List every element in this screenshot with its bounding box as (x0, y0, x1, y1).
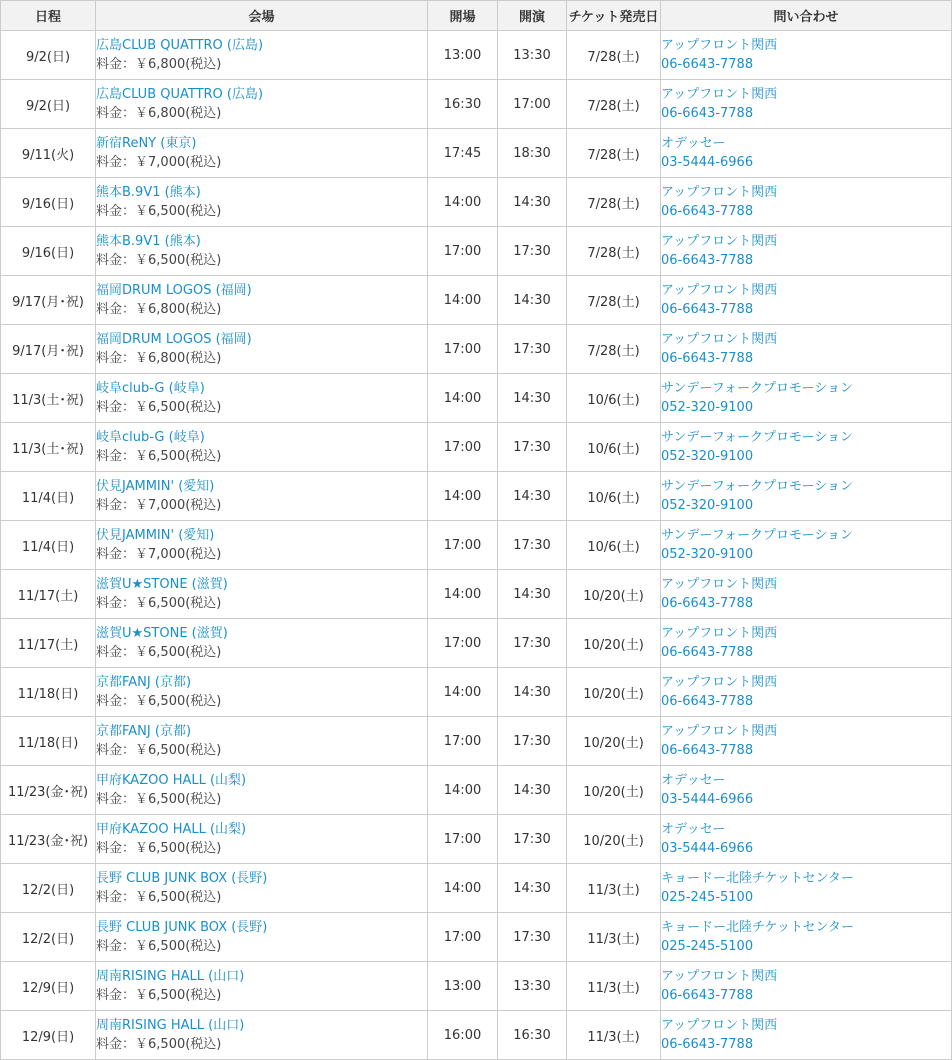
start-time-cell: 16:30 (498, 1011, 567, 1060)
venue-link[interactable]: 岐阜club-G (岐阜) (96, 430, 205, 445)
fee-price: ￥7,000(税込) (135, 498, 222, 513)
ticket-sale-cell: 10/6(土) (567, 472, 661, 521)
fee-label: 料金： (96, 939, 136, 954)
fee-line (96, 300, 427, 319)
ticket-sale-cell: 7/28(土) (567, 178, 661, 227)
date-cell: 9/16(日) (1, 227, 96, 276)
date-cell: 11/17(土) (1, 619, 96, 668)
start-time-cell: 14:30 (498, 472, 567, 521)
start-time-cell: 17:30 (498, 619, 567, 668)
ticket-sale-cell: 10/20(土) (567, 766, 661, 815)
venue-link[interactable]: 伏見JAMMIN' (愛知) (96, 479, 215, 494)
fee-label: 料金： (96, 302, 136, 317)
phone-link[interactable]: 06-6643-7788 (661, 253, 754, 268)
venue-cell (96, 766, 428, 815)
fee-price: ￥7,000(税込) (135, 547, 222, 562)
fee-label: 料金： (96, 890, 136, 905)
table-row (1, 178, 952, 227)
fee-line (96, 496, 427, 515)
fee-label: 料金： (96, 645, 136, 660)
col-header-venue: 会場 (96, 1, 428, 31)
date-cell: 9/2(日) (1, 31, 96, 80)
fee-price: ￥6,500(税込) (135, 596, 222, 611)
contact-cell (661, 668, 952, 717)
contact-cell (661, 325, 952, 374)
fee-line (96, 447, 427, 466)
table-row (1, 129, 952, 178)
table-row (1, 766, 952, 815)
date-cell: 11/3(土･祝) (1, 423, 96, 472)
date-cell: 9/11(火) (1, 129, 96, 178)
contact-link[interactable]: サンデーフォークプロモーション (661, 381, 854, 396)
phone-link[interactable]: 06-6643-7788 (661, 57, 754, 72)
fee-line (96, 888, 427, 907)
date-cell: 11/23(金･祝) (1, 815, 96, 864)
fee-label: 料金： (96, 547, 136, 562)
ticket-sale-cell: 11/3(土) (567, 864, 661, 913)
phone-link[interactable]: 06-6643-7788 (661, 106, 754, 121)
ticket-sale-cell: 10/20(土) (567, 717, 661, 766)
doors-time-cell: 17:00 (428, 521, 498, 570)
col-header-doors: 開場 (428, 1, 498, 31)
contact-link[interactable]: アップフロント関西 (661, 185, 778, 200)
table-row (1, 668, 952, 717)
start-time-cell: 17:30 (498, 913, 567, 962)
venue-link[interactable]: 福岡DRUM LOGOS (福岡) (96, 332, 252, 347)
contact-link[interactable]: アップフロント関西 (661, 87, 778, 102)
date-cell: 9/17(月･祝) (1, 276, 96, 325)
fee-line (96, 55, 427, 74)
doors-time-cell: 17:00 (428, 423, 498, 472)
col-header-start: 開演 (498, 1, 567, 31)
fee-label: 料金： (96, 988, 136, 1003)
contact-cell (661, 962, 952, 1011)
venue-link[interactable]: 広島CLUB QUATTRO (広島) (96, 87, 264, 102)
fee-label: 料金： (96, 253, 136, 268)
contact-link[interactable]: アップフロント関西 (661, 283, 778, 298)
venue-cell (96, 472, 428, 521)
start-time-cell: 17:30 (498, 717, 567, 766)
venue-link[interactable]: 周南RISING HALL (山口) (96, 1018, 245, 1033)
doors-time-cell: 14:00 (428, 276, 498, 325)
fee-label: 料金： (96, 498, 136, 513)
table-row (1, 80, 952, 129)
ticket-sale-cell: 10/6(土) (567, 374, 661, 423)
phone-link[interactable]: 025-245-5100 (661, 939, 754, 954)
fee-line (96, 1035, 427, 1054)
date-cell: 12/2(日) (1, 864, 96, 913)
date-cell: 11/17(土) (1, 570, 96, 619)
fee-price: ￥6,500(税込) (135, 645, 222, 660)
doors-time-cell: 17:00 (428, 325, 498, 374)
doors-time-cell: 16:30 (428, 80, 498, 129)
contact-cell (661, 129, 952, 178)
fee-line (96, 643, 427, 662)
ticket-sale-cell: 10/20(土) (567, 570, 661, 619)
start-time-cell: 14:30 (498, 276, 567, 325)
date-cell: 12/9(日) (1, 962, 96, 1011)
contact-cell (661, 31, 952, 80)
contact-cell (661, 276, 952, 325)
doors-time-cell: 17:00 (428, 913, 498, 962)
table-row (1, 962, 952, 1011)
fee-label: 料金： (96, 1037, 136, 1052)
ticket-sale-cell: 11/3(土) (567, 913, 661, 962)
phone-link[interactable]: 052-320-9100 (661, 547, 754, 562)
col-header-ticket-sale: チケット発売日 (567, 1, 661, 31)
contact-cell (661, 766, 952, 815)
fee-line (96, 153, 427, 172)
doors-time-cell: 14:00 (428, 864, 498, 913)
table-row (1, 521, 952, 570)
doors-time-cell: 16:00 (428, 1011, 498, 1060)
contact-link[interactable]: アップフロント関西 (661, 577, 778, 592)
contact-cell (661, 423, 952, 472)
start-time-cell: 18:30 (498, 129, 567, 178)
fee-label: 料金： (96, 106, 136, 121)
start-time-cell: 17:00 (498, 80, 567, 129)
venue-link[interactable]: 甲府KAZOO HALL (山梨) (96, 773, 247, 788)
fee-line (96, 202, 427, 221)
start-time-cell: 17:30 (498, 815, 567, 864)
contact-cell (661, 227, 952, 276)
ticket-sale-cell: 7/28(土) (567, 129, 661, 178)
start-time-cell: 14:30 (498, 570, 567, 619)
fee-label: 料金： (96, 596, 136, 611)
venue-cell (96, 619, 428, 668)
doors-time-cell: 17:00 (428, 619, 498, 668)
fee-price: ￥6,800(税込) (135, 351, 222, 366)
fee-price: ￥6,500(税込) (135, 694, 222, 709)
doors-time-cell: 14:00 (428, 570, 498, 619)
fee-label: 料金： (96, 841, 136, 856)
fee-price: ￥6,500(税込) (135, 449, 222, 464)
contact-cell (661, 717, 952, 766)
fee-price: ￥6,800(税込) (135, 106, 222, 121)
ticket-sale-cell: 11/3(土) (567, 1011, 661, 1060)
doors-time-cell: 17:00 (428, 717, 498, 766)
phone-link[interactable]: 03-5444-6966 (661, 792, 754, 807)
start-time-cell: 14:30 (498, 864, 567, 913)
doors-time-cell: 14:00 (428, 472, 498, 521)
venue-link[interactable]: 長野 CLUB JUNK BOX (長野) (96, 920, 268, 935)
contact-link[interactable]: オデッセー (661, 136, 726, 151)
venue-link[interactable]: 滋賀U★STONE (滋賀) (96, 626, 228, 641)
venue-cell (96, 962, 428, 1011)
table-row (1, 1011, 952, 1060)
fee-label: 料金： (96, 792, 136, 807)
venue-link[interactable]: 熊本B.9V1 (熊本) (96, 234, 201, 249)
start-time-cell: 13:30 (498, 31, 567, 80)
doors-time-cell: 17:00 (428, 815, 498, 864)
venue-cell (96, 423, 428, 472)
contact-link[interactable]: オデッセー (661, 773, 726, 788)
ticket-sale-cell: 11/3(土) (567, 962, 661, 1011)
venue-cell (96, 80, 428, 129)
ticket-sale-cell: 10/6(土) (567, 521, 661, 570)
fee-line (96, 545, 427, 564)
doors-time-cell: 17:45 (428, 129, 498, 178)
contact-cell (661, 815, 952, 864)
fee-line (96, 398, 427, 417)
ticket-sale-cell: 10/20(土) (567, 815, 661, 864)
table-row (1, 31, 952, 80)
fee-label: 料金： (96, 694, 136, 709)
fee-price: ￥6,500(税込) (135, 253, 222, 268)
table-row (1, 227, 952, 276)
fee-line (96, 349, 427, 368)
start-time-cell: 17:30 (498, 227, 567, 276)
start-time-cell: 14:30 (498, 374, 567, 423)
phone-link[interactable]: 06-6643-7788 (661, 988, 754, 1003)
fee-label: 料金： (96, 57, 136, 72)
table-row (1, 570, 952, 619)
table-row (1, 276, 952, 325)
doors-time-cell: 14:00 (428, 668, 498, 717)
start-time-cell: 17:30 (498, 325, 567, 374)
date-cell: 11/18(日) (1, 717, 96, 766)
venue-cell (96, 815, 428, 864)
ticket-sale-cell: 7/28(土) (567, 80, 661, 129)
contact-cell (661, 913, 952, 962)
venue-link[interactable]: 京都FANJ (京都) (96, 724, 192, 739)
col-header-contact: 問い合わせ (661, 1, 952, 31)
venue-cell (96, 521, 428, 570)
fee-price: ￥7,000(税込) (135, 155, 222, 170)
header-row (1, 1, 952, 31)
fee-line (96, 986, 427, 1005)
contact-link[interactable]: サンデーフォークプロモーション (661, 479, 854, 494)
table-row (1, 864, 952, 913)
start-time-cell: 13:30 (498, 962, 567, 1011)
table-row (1, 374, 952, 423)
start-time-cell: 14:30 (498, 178, 567, 227)
doors-time-cell: 13:00 (428, 962, 498, 1011)
contact-link[interactable]: アップフロント関西 (661, 234, 778, 249)
contact-link[interactable]: アップフロント関西 (661, 969, 778, 984)
doors-time-cell: 14:00 (428, 178, 498, 227)
fee-line (96, 104, 427, 123)
fee-price: ￥6,800(税込) (135, 57, 222, 72)
fee-label: 料金： (96, 351, 136, 366)
fee-line (96, 741, 427, 760)
fee-price: ￥6,800(税込) (135, 302, 222, 317)
phone-link[interactable]: 06-6643-7788 (661, 743, 754, 758)
date-cell: 11/18(日) (1, 668, 96, 717)
fee-label: 料金： (96, 155, 136, 170)
venue-cell (96, 1011, 428, 1060)
phone-link[interactable]: 052-320-9100 (661, 498, 754, 513)
table-row (1, 913, 952, 962)
phone-link[interactable]: 06-6643-7788 (661, 694, 754, 709)
venue-cell (96, 864, 428, 913)
phone-link[interactable]: 052-320-9100 (661, 400, 754, 415)
col-header-date: 日程 (1, 1, 96, 31)
venue-cell (96, 717, 428, 766)
table-row (1, 325, 952, 374)
venue-link[interactable]: 甲府KAZOO HALL (山梨) (96, 822, 247, 837)
fee-line (96, 251, 427, 270)
date-cell: 11/4(日) (1, 472, 96, 521)
venue-link[interactable]: 新宿ReNY (東京) (96, 136, 197, 151)
venue-link[interactable]: 熊本B.9V1 (熊本) (96, 185, 201, 200)
contact-link[interactable]: アップフロント関西 (661, 1018, 778, 1033)
start-time-cell: 14:30 (498, 766, 567, 815)
venue-cell (96, 570, 428, 619)
doors-time-cell: 17:00 (428, 227, 498, 276)
contact-cell (661, 864, 952, 913)
contact-link[interactable]: サンデーフォークプロモーション (661, 430, 854, 445)
table-row (1, 815, 952, 864)
venue-link[interactable]: 岐阜club-G (岐阜) (96, 381, 205, 396)
contact-cell (661, 521, 952, 570)
contact-link[interactable]: キョードー北陸チケットセンター (661, 920, 854, 935)
phone-link[interactable]: 052-320-9100 (661, 449, 754, 464)
table-row (1, 423, 952, 472)
contact-cell (661, 178, 952, 227)
date-cell: 11/4(日) (1, 521, 96, 570)
venue-cell (96, 178, 428, 227)
date-cell: 12/9(日) (1, 1011, 96, 1060)
venue-cell (96, 668, 428, 717)
contact-link[interactable]: サンデーフォークプロモーション (661, 528, 854, 543)
ticket-sale-cell: 7/28(土) (567, 227, 661, 276)
venue-cell (96, 374, 428, 423)
venue-cell (96, 913, 428, 962)
fee-price: ￥6,500(税込) (135, 743, 222, 758)
fee-label: 料金： (96, 449, 136, 464)
fee-line (96, 594, 427, 613)
contact-cell (661, 570, 952, 619)
contact-cell (661, 472, 952, 521)
venue-cell (96, 31, 428, 80)
phone-link[interactable]: 06-6643-7788 (661, 302, 754, 317)
phone-link[interactable]: 06-6643-7788 (661, 1037, 754, 1052)
fee-price: ￥6,500(税込) (135, 939, 222, 954)
phone-link[interactable]: 03-5444-6966 (661, 841, 754, 856)
date-cell: 12/2(日) (1, 913, 96, 962)
date-cell: 9/16(日) (1, 178, 96, 227)
contact-cell (661, 619, 952, 668)
fee-price: ￥6,500(税込) (135, 1037, 222, 1052)
venue-cell (96, 325, 428, 374)
fee-price: ￥6,500(税込) (135, 400, 222, 415)
venue-link[interactable]: 伏見JAMMIN' (愛知) (96, 528, 215, 543)
ticket-sale-cell: 7/28(土) (567, 276, 661, 325)
doors-time-cell: 14:00 (428, 374, 498, 423)
fee-line (96, 937, 427, 956)
fee-price: ￥6,500(税込) (135, 841, 222, 856)
date-cell: 11/23(金･祝) (1, 766, 96, 815)
contact-link[interactable]: アップフロント関西 (661, 724, 778, 739)
fee-label: 料金： (96, 400, 136, 415)
phone-link[interactable]: 025-245-5100 (661, 890, 754, 905)
fee-price: ￥6,500(税込) (135, 204, 222, 219)
venue-cell (96, 276, 428, 325)
contact-link[interactable]: オデッセー (661, 822, 726, 837)
phone-link[interactable]: 06-6643-7788 (661, 645, 754, 660)
ticket-sale-cell: 10/20(土) (567, 619, 661, 668)
fee-line (96, 839, 427, 858)
doors-time-cell: 14:00 (428, 766, 498, 815)
phone-link[interactable]: 06-6643-7788 (661, 204, 754, 219)
venue-cell (96, 129, 428, 178)
contact-cell (661, 1011, 952, 1060)
ticket-sale-cell: 10/6(土) (567, 423, 661, 472)
table-row (1, 472, 952, 521)
fee-price: ￥6,500(税込) (135, 890, 222, 905)
table-row (1, 717, 952, 766)
fee-line (96, 790, 427, 809)
date-cell: 11/3(土･祝) (1, 374, 96, 423)
venue-link[interactable]: 滋賀U★STONE (滋賀) (96, 577, 228, 592)
contact-cell (661, 374, 952, 423)
start-time-cell: 14:30 (498, 668, 567, 717)
contact-cell (661, 80, 952, 129)
contact-link[interactable]: キョードー北陸チケットセンター (661, 871, 854, 886)
phone-link[interactable]: 06-6643-7788 (661, 596, 754, 611)
venue-link[interactable]: 周南RISING HALL (山口) (96, 969, 245, 984)
venue-link[interactable]: 広島CLUB QUATTRO (広島) (96, 38, 264, 53)
date-cell: 9/2(日) (1, 80, 96, 129)
venue-link[interactable]: 福岡DRUM LOGOS (福岡) (96, 283, 252, 298)
fee-line (96, 692, 427, 711)
contact-link[interactable]: アップフロント関西 (661, 675, 778, 690)
venue-link[interactable]: 京都FANJ (京都) (96, 675, 192, 690)
ticket-sale-cell: 7/28(土) (567, 31, 661, 80)
contact-link[interactable]: アップフロント関西 (661, 38, 778, 53)
contact-link[interactable]: アップフロント関西 (661, 332, 778, 347)
table-row (1, 619, 952, 668)
ticket-sale-cell: 10/20(土) (567, 668, 661, 717)
schedule-body (1, 31, 952, 1060)
venue-cell (96, 227, 428, 276)
fee-price: ￥6,500(税込) (135, 988, 222, 1003)
fee-label: 料金： (96, 204, 136, 219)
doors-time-cell: 13:00 (428, 31, 498, 80)
start-time-cell: 17:30 (498, 423, 567, 472)
phone-link[interactable]: 06-6643-7788 (661, 351, 754, 366)
start-time-cell: 17:30 (498, 521, 567, 570)
date-cell: 9/17(月･祝) (1, 325, 96, 374)
venue-link[interactable]: 長野 CLUB JUNK BOX (長野) (96, 871, 268, 886)
fee-label: 料金： (96, 743, 136, 758)
phone-link[interactable]: 03-5444-6966 (661, 155, 754, 170)
contact-link[interactable]: アップフロント関西 (661, 626, 778, 641)
ticket-sale-cell: 7/28(土) (567, 325, 661, 374)
fee-price: ￥6,500(税込) (135, 792, 222, 807)
